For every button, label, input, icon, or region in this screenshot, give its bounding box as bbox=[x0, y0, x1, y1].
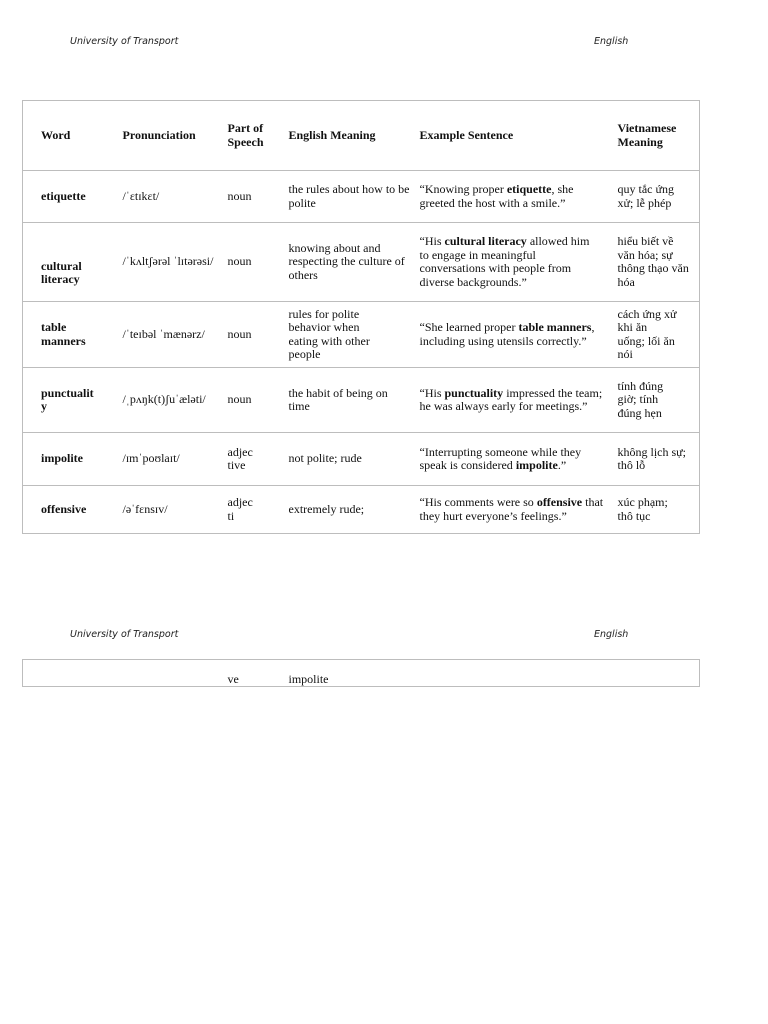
pronunciation-cell: /ˈkʌltʃərəl ˈlɪtərəsi/ bbox=[123, 223, 228, 302]
table-row bbox=[23, 171, 700, 223]
vietnamese-meaning-cell: tính đúng giờ; tính đúng hẹn bbox=[618, 368, 700, 433]
table-row bbox=[23, 660, 700, 687]
table-row bbox=[23, 368, 700, 433]
word-cell bbox=[23, 660, 123, 687]
word-cell: cultural literacy bbox=[23, 223, 123, 302]
pronunciation-cell: /ɪmˈpoʊlaɪt/ bbox=[123, 433, 228, 486]
example-sentence-cell: “His punctuality impressed the team; he was always early for meetings.” bbox=[420, 368, 618, 433]
english-meaning-cell: rules for polite behavior when eating with other people bbox=[289, 302, 420, 368]
english-meaning-cell: knowing about and respecting the culture of others bbox=[289, 223, 420, 302]
highlighted-term: impolite bbox=[515, 458, 558, 472]
page-header-subject: English bbox=[594, 36, 629, 47]
word-cell: punctuality bbox=[23, 368, 123, 433]
pronunciation-cell: /ˌpʌŋk(t)ʃuˈæləti/ bbox=[123, 368, 228, 433]
column-header-word: Word bbox=[23, 101, 123, 171]
highlighted-term: cultural literacy bbox=[444, 234, 527, 248]
pronunciation-cell: /əˈfɛnsɪv/ bbox=[123, 486, 228, 534]
page-header-institution: University of Transport bbox=[70, 629, 179, 640]
column-header-vietnamese-meaning: Vietnamese Meaning bbox=[618, 101, 700, 171]
word-cell: offensive bbox=[23, 486, 123, 534]
word-cell: etiquette bbox=[23, 171, 123, 223]
part-of-speech-cell: ve bbox=[228, 660, 289, 687]
highlighted-term: table manners bbox=[518, 320, 592, 334]
table-row bbox=[23, 223, 700, 302]
highlighted-term: offensive bbox=[536, 495, 583, 509]
part-of-speech-cell: noun bbox=[228, 223, 289, 302]
part-of-speech-cell: noun bbox=[228, 302, 289, 368]
pronunciation-cell bbox=[123, 660, 228, 687]
table-row bbox=[23, 302, 700, 368]
part-of-speech-cell: adjecti bbox=[228, 486, 289, 534]
pronunciation-cell: /ˈɛtɪkɛt/ bbox=[123, 171, 228, 223]
part-of-speech-cell: adjective bbox=[228, 433, 289, 486]
example-sentence-cell: “His comments were so offensive that they hurt everyone’s feelings.” bbox=[420, 486, 618, 534]
example-sentence-cell bbox=[420, 660, 618, 687]
column-header-english-meaning: English Meaning bbox=[289, 101, 420, 171]
english-meaning-cell: impolite bbox=[289, 660, 420, 687]
highlighted-term: etiquette bbox=[506, 182, 552, 196]
vietnamese-meaning-cell: không lịch sự; thô lỗ bbox=[618, 433, 700, 486]
vietnamese-meaning-cell bbox=[618, 660, 700, 687]
column-header-part-of-speech: Part of Speech bbox=[228, 101, 289, 171]
part-of-speech-cell: noun bbox=[228, 171, 289, 223]
word-cell: table manners bbox=[23, 302, 123, 368]
english-meaning-cell: the rules about how to be polite bbox=[289, 171, 420, 223]
example-sentence-cell: “His cultural literacy allowed him to engage in meaningful conversations with people from diverse backgrounds.” bbox=[420, 223, 618, 302]
english-meaning-cell: not polite; rude bbox=[289, 433, 420, 486]
table-row bbox=[23, 433, 700, 486]
english-meaning-cell: extremely rude; bbox=[289, 486, 420, 534]
page-header-subject: English bbox=[594, 629, 629, 640]
part-of-speech-cell: noun bbox=[228, 368, 289, 433]
vietnamese-meaning-cell: hiểu biết về văn hóa; sự thông thạo văn hóa bbox=[618, 223, 700, 302]
vietnamese-meaning-cell: cách ứng xử khi ăn uống; lối ăn nói bbox=[618, 302, 700, 368]
table-row bbox=[23, 486, 700, 534]
table-header-row bbox=[23, 101, 700, 171]
example-sentence-cell: “She learned proper table manners, including using utensils correctly.” bbox=[420, 302, 618, 368]
example-sentence-cell: “Knowing proper etiquette, she greeted the host with a smile.” bbox=[420, 171, 618, 223]
example-sentence-cell: “Interrupting someone while they speak is considered impolite.” bbox=[420, 433, 618, 486]
vietnamese-meaning-cell: quy tắc ứng xử; lễ phép bbox=[618, 171, 700, 223]
vocabulary-table bbox=[22, 100, 700, 534]
column-header-example-sentence: Example Sentence bbox=[420, 101, 618, 171]
word-cell: impolite bbox=[23, 433, 123, 486]
vocabulary-table-continued bbox=[22, 659, 700, 687]
pronunciation-cell: /ˈteɪbəl ˈmænərz/ bbox=[123, 302, 228, 368]
highlighted-term: punctuality bbox=[444, 385, 504, 400]
english-meaning-cell: the habit of being on time bbox=[289, 368, 420, 433]
page-header-institution: University of Transport bbox=[70, 36, 179, 47]
column-header-pronunciation: Pronunciation bbox=[123, 101, 228, 171]
vietnamese-meaning-cell: xúc phạm; thô tục bbox=[618, 486, 700, 534]
